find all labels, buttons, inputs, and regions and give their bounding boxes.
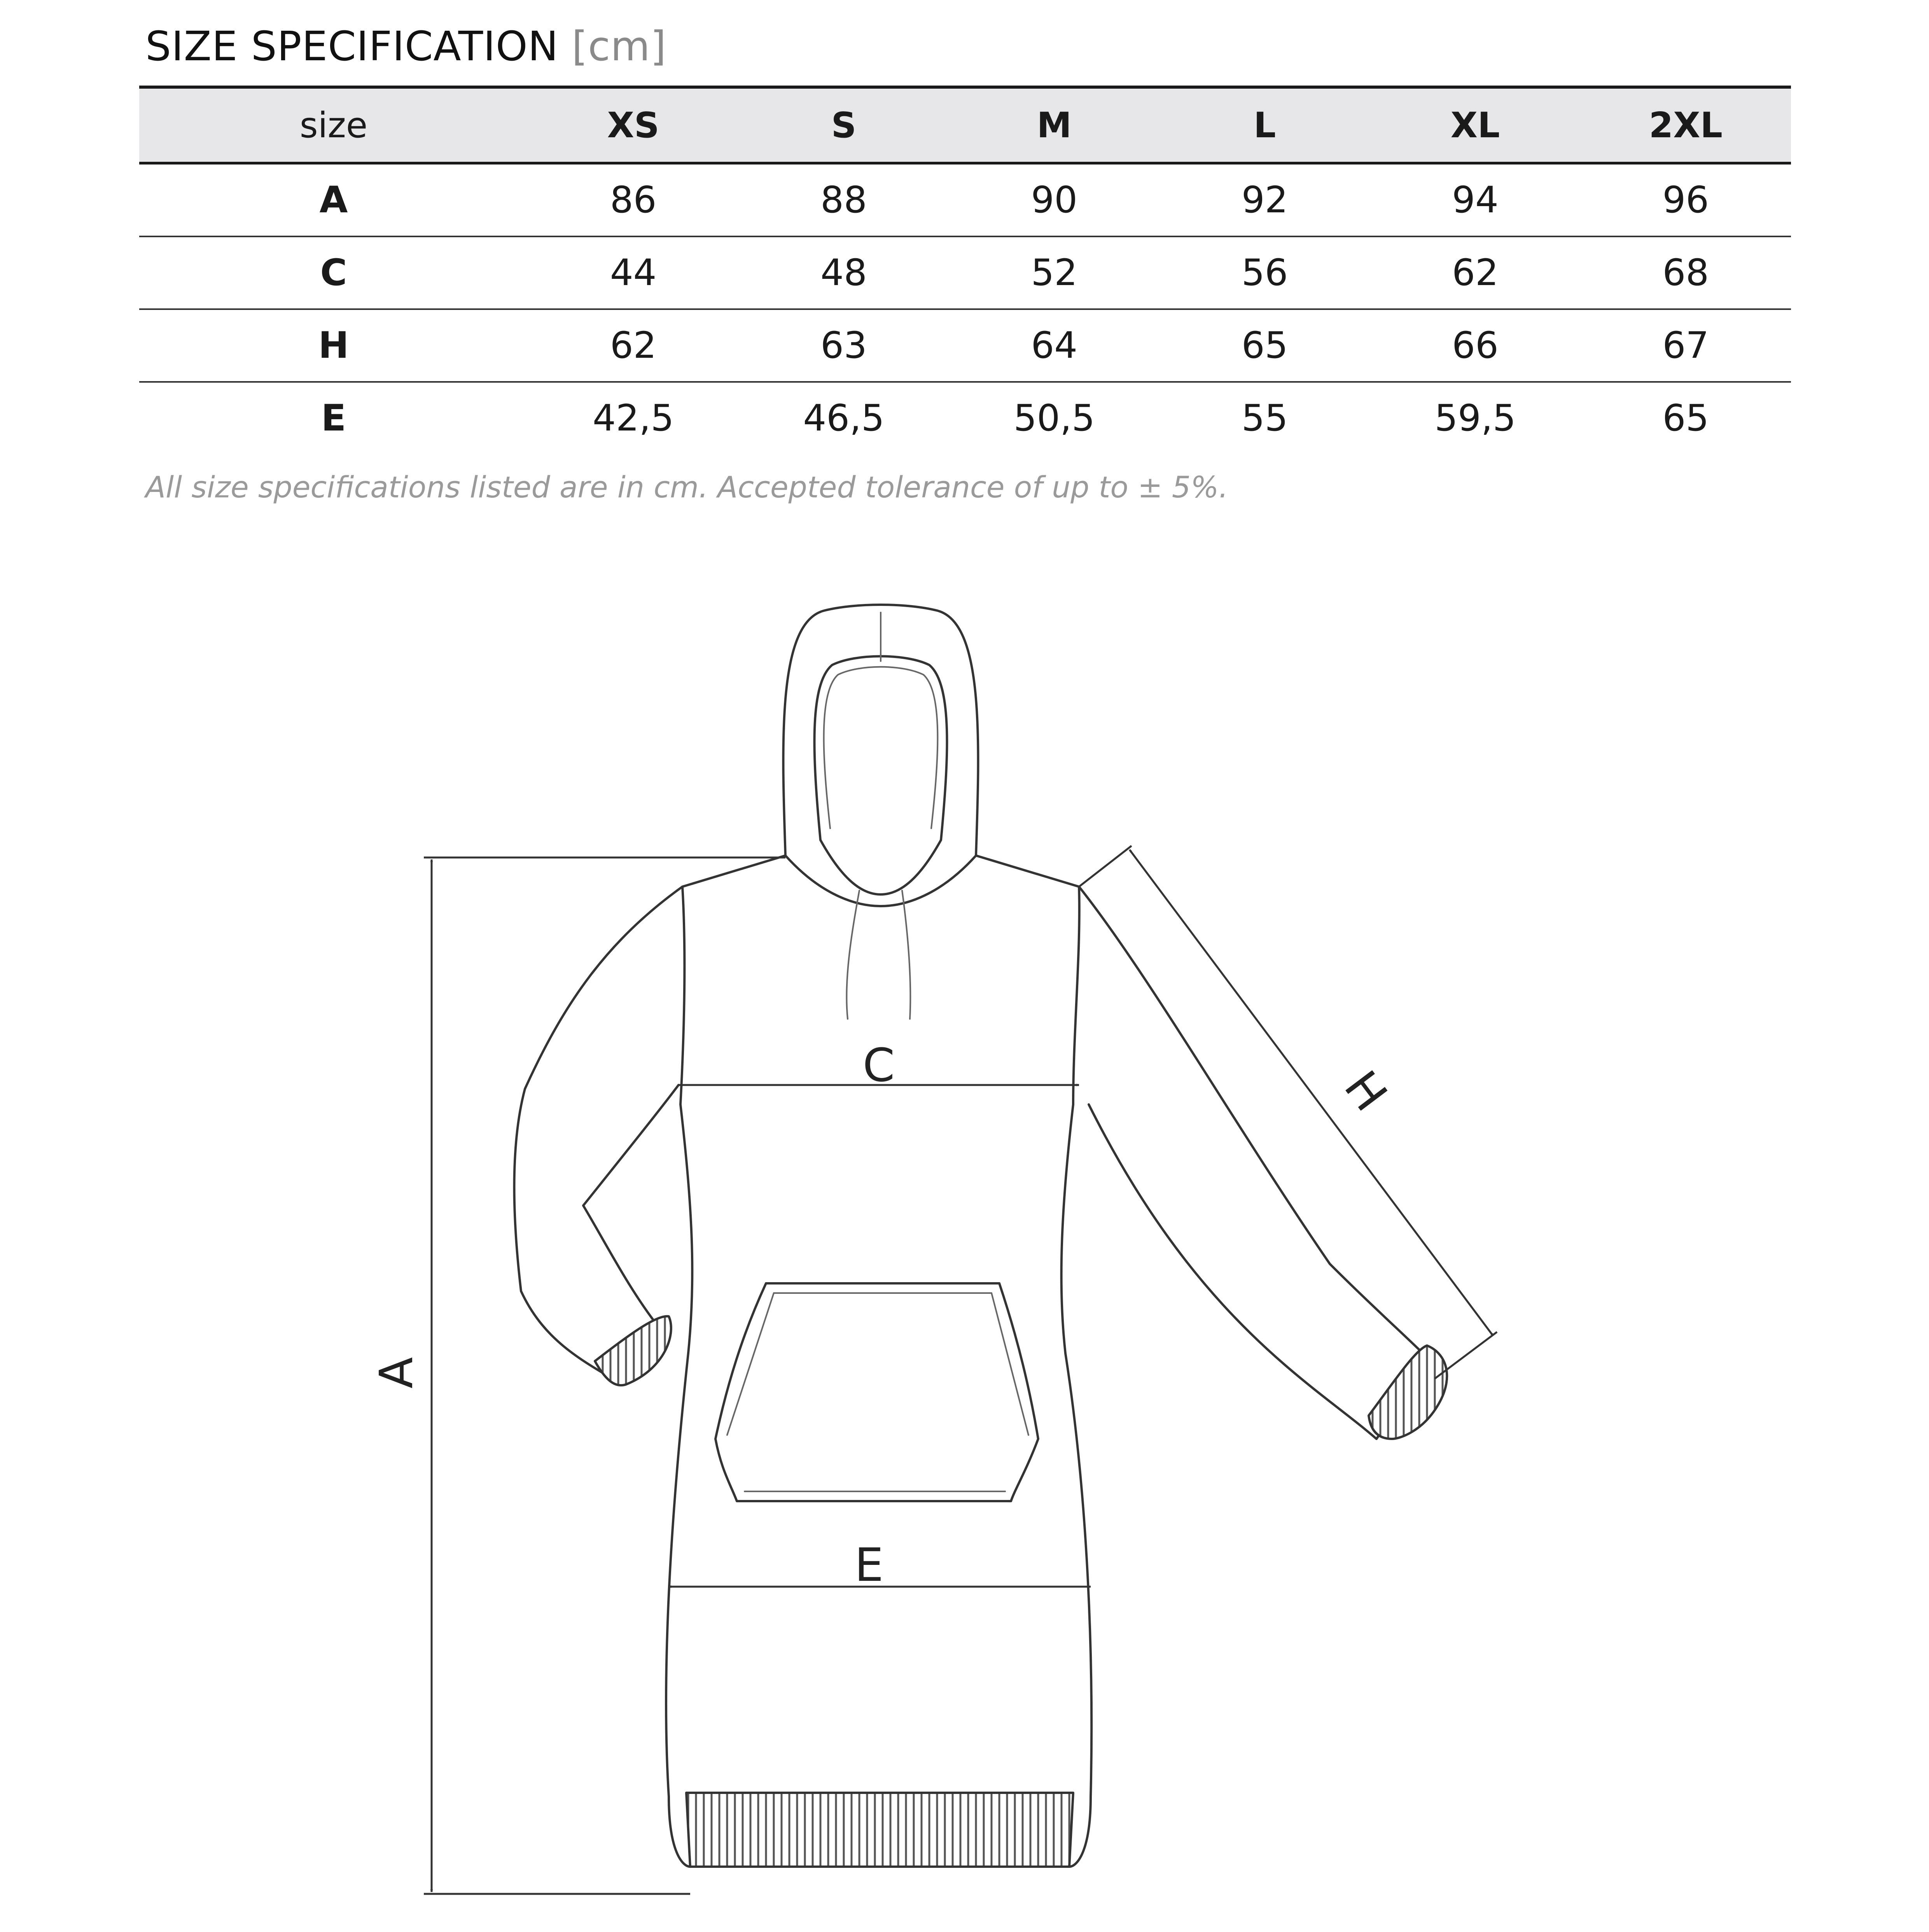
- table-cell: 88: [738, 163, 949, 237]
- tolerance-note: All size specifications listed are in cm. Accepted tolerance of up to ± 5%.: [145, 470, 1228, 504]
- a-label: A: [369, 1357, 423, 1389]
- table-cell: 68: [1581, 236, 1791, 309]
- row-label-e: E: [321, 397, 346, 439]
- size-header-m: M: [949, 87, 1159, 163]
- h-guide-bottom: [1435, 1332, 1497, 1379]
- table-cell: 64: [949, 309, 1159, 382]
- table-cell: 67: [1581, 309, 1791, 382]
- table-cell: 63: [738, 309, 949, 382]
- title-unit: [cm]: [572, 23, 667, 70]
- row-label-h: H: [139, 309, 528, 382]
- title-text: SIZE SPECIFICATION: [145, 23, 559, 70]
- table-cell: 52: [949, 236, 1159, 309]
- table-cell: 90: [949, 163, 1159, 237]
- h-guide-top: [1079, 846, 1132, 887]
- table-cell: 94: [1370, 163, 1580, 237]
- size-header-s: S: [738, 87, 949, 163]
- size-header-xl: XL: [1370, 87, 1580, 163]
- table-cell: 92: [1159, 163, 1370, 237]
- table-cell: 42,5: [593, 397, 674, 439]
- table-cell: 96: [1581, 163, 1791, 237]
- table-cell: 86: [528, 163, 738, 237]
- table-cell: 55: [1241, 397, 1288, 439]
- table-cell: 62: [1370, 236, 1580, 309]
- hood-inner: [815, 656, 947, 895]
- table-cell: 48: [738, 236, 949, 309]
- size-header-2xl: 2XL: [1581, 87, 1791, 163]
- row-label-c: C: [139, 236, 528, 309]
- table-cell: 65: [1159, 309, 1370, 382]
- size-header-xs: XS: [528, 87, 738, 163]
- hem-band: [686, 1793, 1073, 1867]
- table-cell: 59,5: [1434, 397, 1516, 439]
- table-cell: 50,5: [1013, 397, 1095, 439]
- table-cell: 65: [1662, 397, 1709, 439]
- e-label: E: [854, 1538, 884, 1592]
- size-header-l: L: [1159, 87, 1370, 163]
- right-sleeve: [1079, 887, 1431, 1439]
- kangaroo-pocket: [715, 1283, 1038, 1501]
- c-label: C: [862, 1038, 895, 1092]
- table-cell: 56: [1159, 236, 1370, 309]
- table-cell: 62: [528, 309, 738, 382]
- row-label-a: A: [139, 163, 528, 237]
- table-cell: 46,5: [803, 397, 885, 439]
- table-cell: 44: [528, 236, 738, 309]
- left-sleeve: [514, 887, 683, 1384]
- table-cell: 66: [1370, 309, 1580, 382]
- size-header-label: size: [139, 87, 528, 163]
- h-label: H: [1334, 1061, 1398, 1121]
